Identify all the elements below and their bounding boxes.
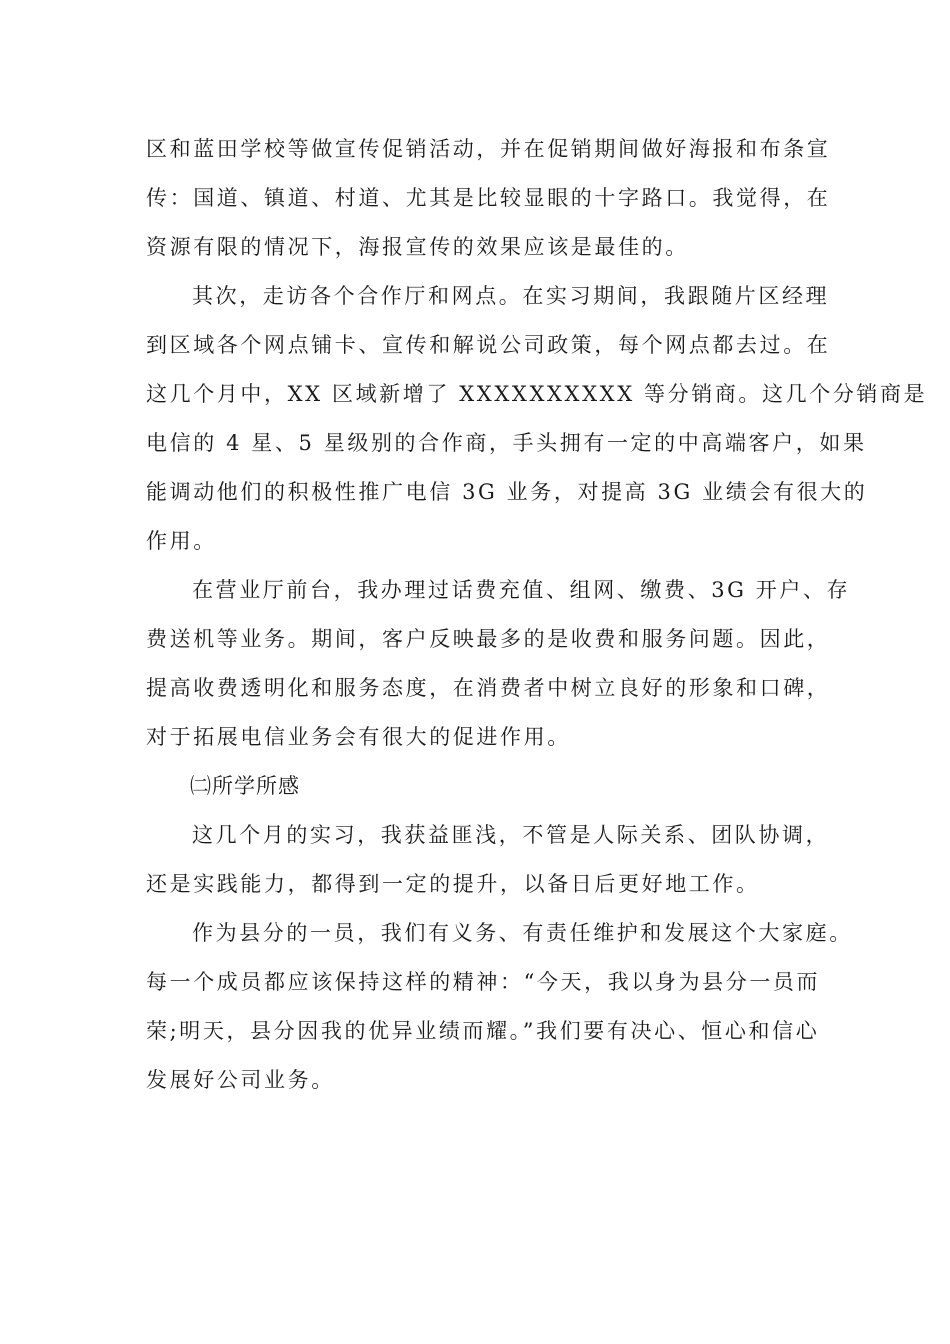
paragraph-visit-partners-line: 其次，走访各个合作厅和网点。在实习期间，我跟随片区经理 (192, 284, 830, 308)
paragraph-responsibility-line: 作为县分的一员，我们有义务、有责任维护和发展这个大家庭。 (192, 921, 853, 945)
paragraph-responsibility-line: 荣;明天，县分因我的优异业绩而耀。”我们要有决心、恒心和信心 (146, 1019, 820, 1043)
paragraph-front-desk-line: 费送机等业务。期间，客户反映最多的是收费和服务问题。因此， (146, 627, 831, 651)
paragraph-responsibility-line: 每一个成员都应该保持这样的精神：“今天，我以身为县分一员而 (146, 970, 821, 994)
paragraph-visit-partners-line: 到区域各个网点铺卡、宣传和解说公司政策，每个网点都去过。在 (146, 333, 831, 357)
paragraph-gains-line: 还是实践能力，都得到一定的提升，以备日后更好地工作。 (146, 872, 760, 896)
paragraph-promotion-line: 区和蓝田学校等做宣传促销活动，并在促销期间做好海报和布条宣 (146, 137, 831, 161)
paragraph-front-desk-line: 对于拓展电信业务会有很大的促进作用。 (146, 725, 571, 749)
paragraph-responsibility-line: 发展好公司业务。 (146, 1068, 335, 1092)
paragraph-front-desk-line: 提高收费透明化和服务态度，在消费者中树立良好的形象和口碑， (146, 676, 831, 700)
paragraph-promotion-line: 资源有限的情况下，海报宣传的效果应该是最佳的。 (146, 235, 689, 259)
paragraph-visit-partners-line: 能调动他们的积极性推广电信 3G 业务，对提高 3G 业绩会有很大的 (146, 480, 868, 504)
paragraph-visit-partners-line: 这几个月中，XX 区域新增了 XXXXXXXXXX 等分销商。这几个分销商是 (146, 382, 928, 406)
document-body (146, 125, 928, 1105)
paragraph-front-desk-line: 在营业厅前台，我办理过话费充值、组网、缴费、3G 开户、存 (192, 578, 851, 602)
paragraph-visit-partners-line: 电信的 4 星、5 星级别的合作商，手头拥有一定的中高端客户，如果 (146, 431, 867, 455)
paragraph-visit-partners-line: 作用。 (146, 529, 217, 553)
paragraph-promotion-line: 传：国道、镇道、村道、尤其是比较显眼的十字路口。我觉得，在 (146, 186, 831, 210)
section-heading: ㈡所学所感 (190, 774, 300, 798)
paragraph-gains-line: 这几个月的实习，我获益匪浅，不管是人际关系、团队协调， (192, 823, 830, 847)
